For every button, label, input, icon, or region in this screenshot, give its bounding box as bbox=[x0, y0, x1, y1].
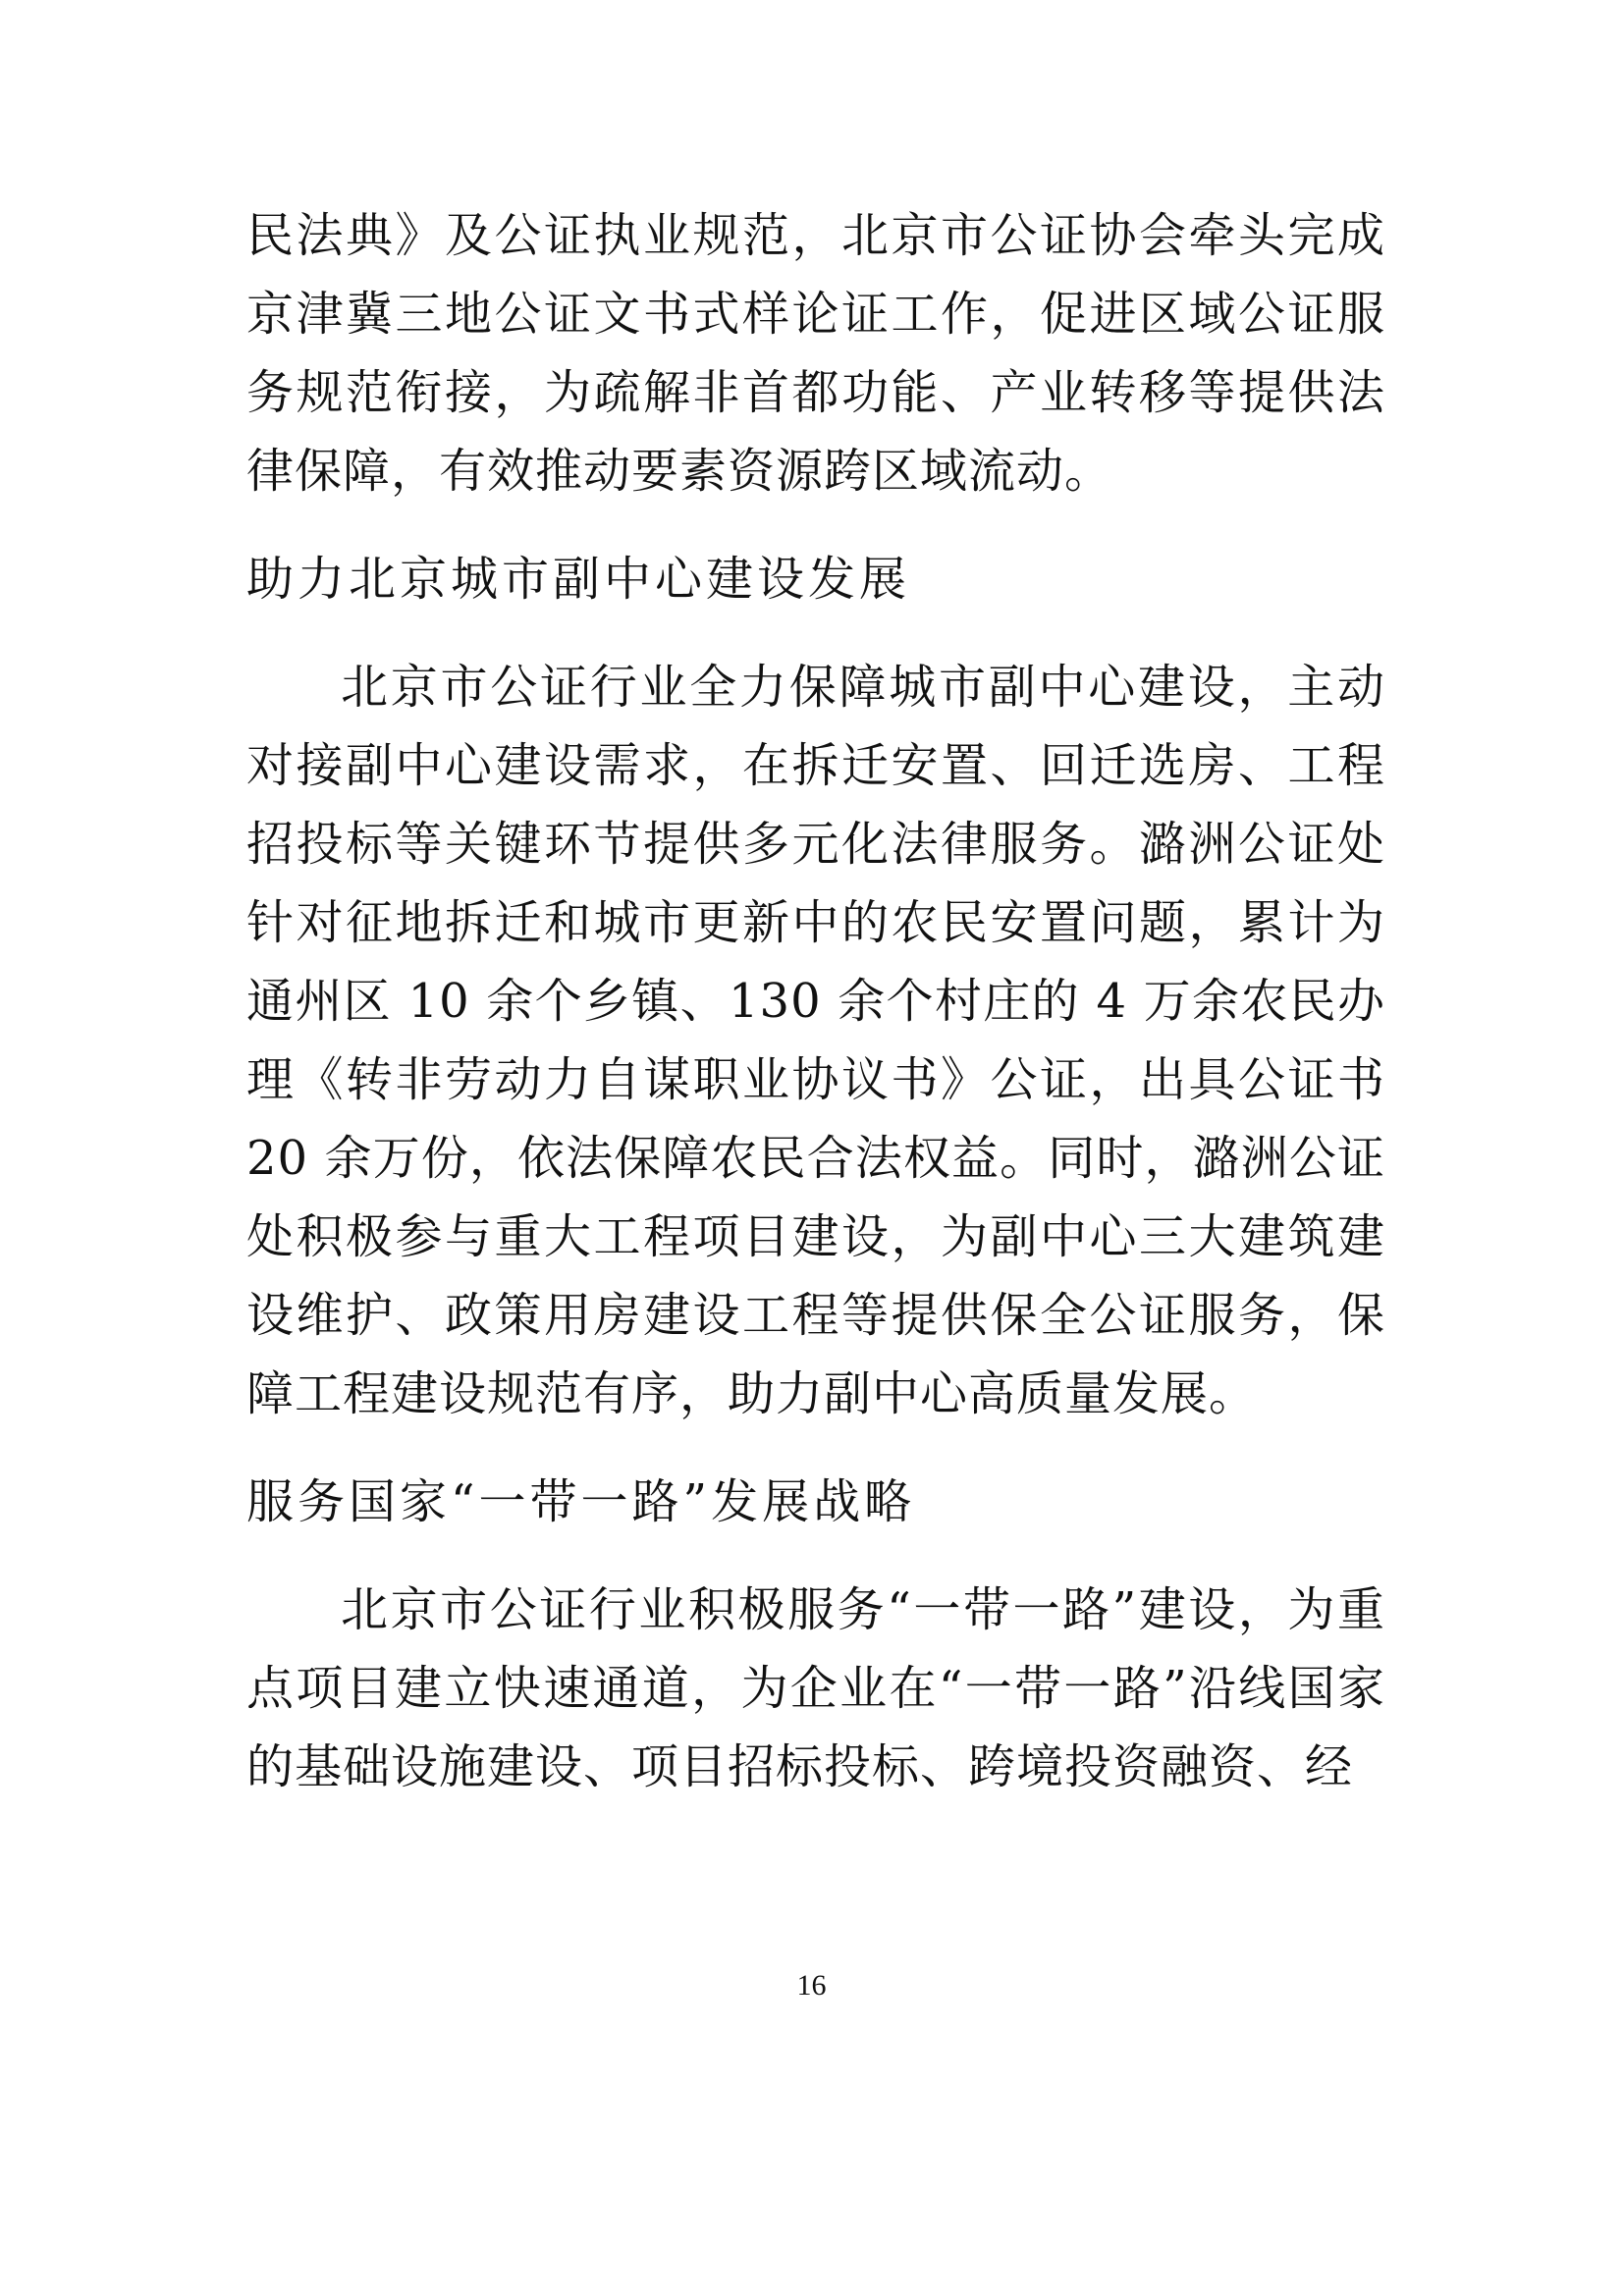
spacer bbox=[246, 1433, 1385, 1463]
page-number: 16 bbox=[796, 1969, 827, 2002]
spacer bbox=[246, 510, 1385, 540]
section-heading-belt-and-road: 服务国家“一带一路”发展战略 bbox=[246, 1474, 916, 1529]
document-body bbox=[246, 196, 1385, 1806]
section-heading-sub-center: 助力北京城市副中心建设发展 bbox=[246, 552, 911, 607]
body-paragraph-belt-and-road: 北京市公证行业积极服务“一带一路”建设，为重点项目建立快速通道，为企业在“一带一路”沿线国家的基础设施建设、项目招标投标、跨境投资融资、经 bbox=[246, 1582, 1385, 1794]
spacer bbox=[246, 618, 1385, 648]
body-paragraph-sub-center: 北京市公证行业全力保障城市副中心建设，主动对接副中心建设需求，在拆迁安置、回迁选房、工程招投标等关键环节提供多元化法律服务。潞洲公证处针对征地拆迁和城市更新中的农民安置问题，累计为通州区 10 余个乡镇、130 余个村庄的 4 万余农民办理《转非劳动力自谋职业协议书》公证，出具公证书 20 余万份，依法保障农民合法权益。同时，潞洲公证处积极参与重大工程项目建设，为副中心三大建筑建设维护、政策用房建设工程等提供保全公证服务，保障工程建设规范有序，助力副中心高质量发展。 bbox=[246, 660, 1385, 1421]
body-paragraph-continuation: 民法典》及公证执业规范，北京市公证协会牵头完成京津冀三地公证文书式样论证工作，促进区域公证服务规范衔接，为疏解非首都功能、产业转移等提供法律保障，有效推动要素资源跨区域流动。 bbox=[246, 208, 1385, 499]
spacer bbox=[246, 1541, 1385, 1571]
